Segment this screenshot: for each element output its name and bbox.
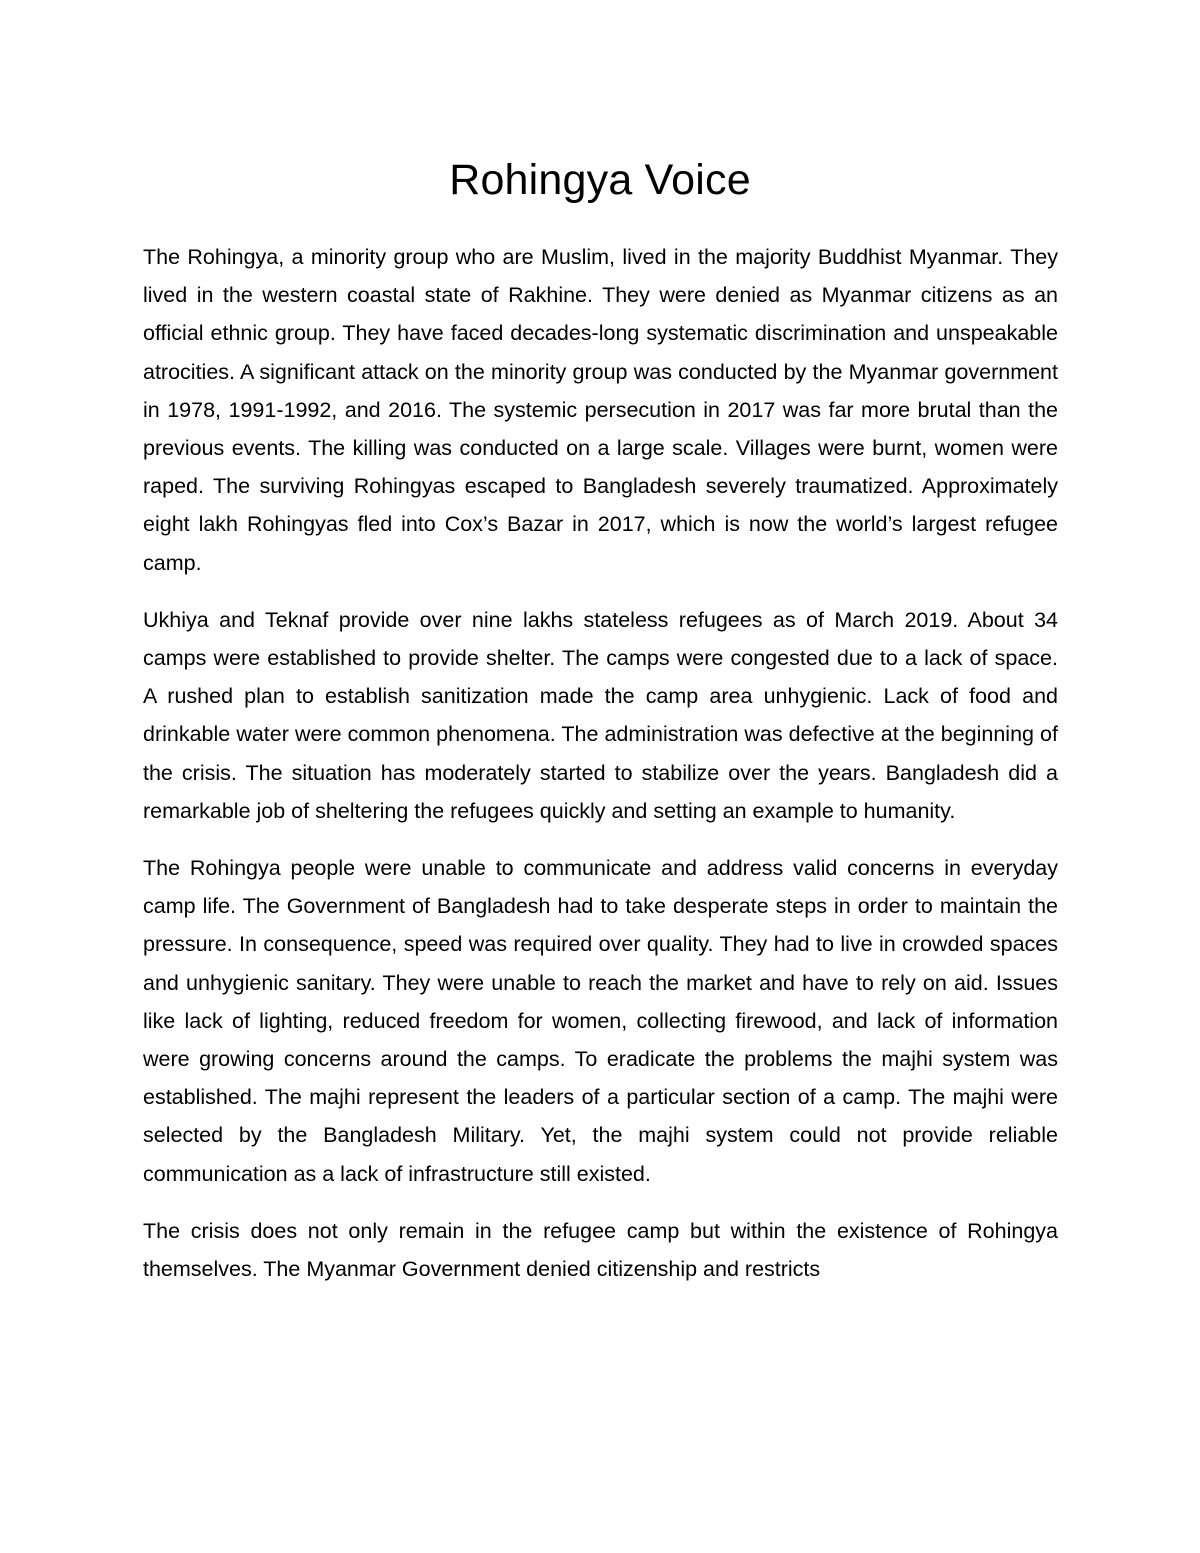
paragraph-2: Ukhiya and Teknaf provide over nine lakhs stateless refugees as of March 2019. About 34 camps were established to provide shelter. The camps were congested due to a lack of space. A rushed plan to establish sanitization made the camp area unhygienic. Lack of food and drinkable water were common phenomena. The administration was defective at the beginning of the crisis. The situation has moderately started to stabilize over the years. Bangladesh did a remarkable job of sheltering the refugees quickly and setting an example to humanity. [143, 607, 1058, 823]
document-body [143, 238, 1058, 1307]
paragraph-4: The crisis does not only remain in the refugee camp but within the existence of Rohingya themselves. The Myanmar Government denied citizenship and restricts [143, 1218, 1058, 1282]
paragraph-1: The Rohingya, a minority group who are Muslim, lived in the majority Buddhist Myanmar. They lived in the western coastal state of Rakhine. They were denied as Myanmar citizens as an official ethnic group. They have faced decades-long systematic discrimination and unspeakable atrocities. A significant attack on the minority group was conducted by the Myanmar government in 1978, 1991-1992, and 2016. The systemic persecution in 2017 was far more brutal than the previous events. The killing was conducted on a large scale. Villages were burnt, women were raped. The surviving Rohingyas escaped to Bangladesh severely traumatized. Approximately eight lakh Rohingyas fled into Cox’s Bazar in 2017, which is now the world’s largest refugee camp. [143, 245, 1058, 575]
document-title: Rohingya Voice [449, 156, 751, 204]
paragraph-3: The Rohingya people were unable to communicate and address valid concerns in everyday camp life. The Government of Bangladesh had to take desperate steps in order to maintain the pressure. In consequence, speed was required over quality. They had to live in crowded spaces and unhygienic sanitary. They were unable to reach the market and have to rely on aid. Issues like lack of lighting, reduced freedom for women, collecting firewood, and lack of information were growing concerns around the camps. To eradicate the problems the majhi system was established. The majhi represent the leaders of a particular section of a camp. The majhi were selected by the Bangladesh Military. Yet, the majhi system could not provide reliable communication as a lack of infrastructure still existed. [143, 856, 1058, 1186]
